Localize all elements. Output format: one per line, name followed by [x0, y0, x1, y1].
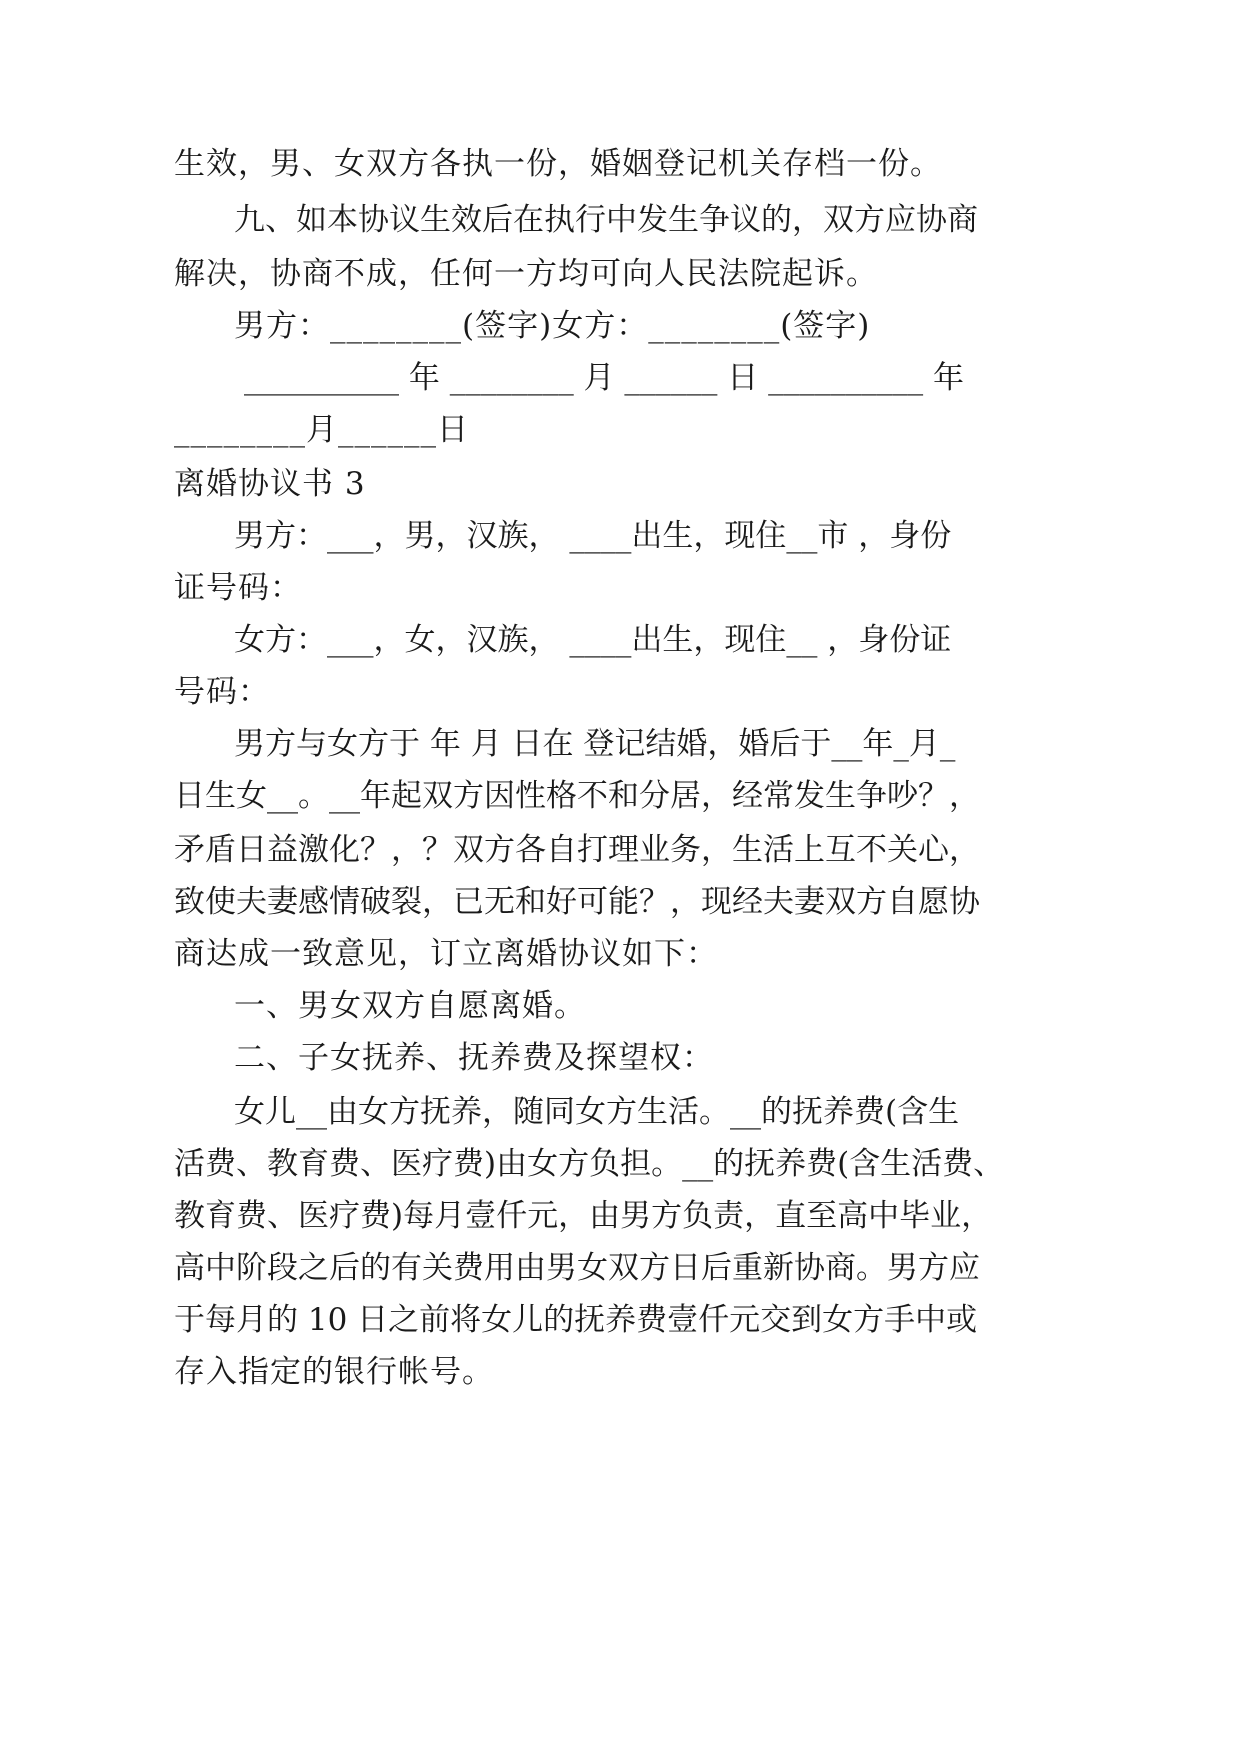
text-line: 女儿__由女方抚养，随同女方生活。__的抚养费(含生	[234, 1094, 960, 1130]
text-line: 号码：	[174, 674, 270, 710]
text-line: 女方：___，女，汉族， ____出生，现住__ ，身份证	[234, 622, 952, 658]
text-line: 于每月的 10 日之前将女儿的抚养费壹仟元交到女方手中或	[174, 1302, 978, 1338]
text-line: 男方与女方于 年 月 日在 登记结婚，婚后于__年_月_	[234, 726, 956, 762]
date-line: __________ 年 ________ 月 ______ 日 __________ 年	[244, 360, 964, 396]
text-line: 高中阶段之后的有关费用由男女双方日后重新协商。男方应	[174, 1250, 980, 1286]
text-line: 九、如本协议生效后在执行中发生争议的，双方应协商	[234, 202, 978, 238]
text-line: 存入指定的银行帐号。	[174, 1354, 494, 1390]
section-title: 离婚协议书 3	[174, 466, 366, 502]
text-line: 教育费、医疗费)每月壹仟元，由男方负责，直至高中毕业，	[174, 1198, 993, 1234]
text-line: 解决，协商不成，任何一方均可向人民法院起诉。	[174, 256, 878, 292]
text-line: 日生女__。__年起双方因性格不和分居，经常发生争吵？，	[174, 778, 980, 814]
text-line: 商达成一致意见，订立离婚协议如下：	[174, 936, 718, 972]
text-line: 矛盾日益激化？，？双方各自打理业务，生活上互不关心，	[174, 832, 980, 868]
text-line: 证号码：	[174, 570, 302, 606]
text-line: 致使夫妻感情破裂，已无和好可能？，现经夫妻双方自愿协	[174, 884, 980, 920]
text-line: 男方：___，男，汉族， ____出生，现住__市 ，身份	[234, 518, 952, 554]
text-line: 二、子女抚养、抚养费及探望权：	[234, 1040, 714, 1076]
text-line: 活费、教育费、医疗费)由女方负担。__的抚养费(含生活费、	[174, 1146, 1005, 1182]
signature-line: 男方：________(签字)女方：________(签字)	[234, 308, 871, 344]
text-line: 生效，男、女双方各执一份，婚姻登记机关存档一份。	[174, 146, 942, 182]
date-line: ________月______日	[174, 412, 469, 448]
text-line: 一、男女双方自愿离婚。	[234, 988, 586, 1024]
